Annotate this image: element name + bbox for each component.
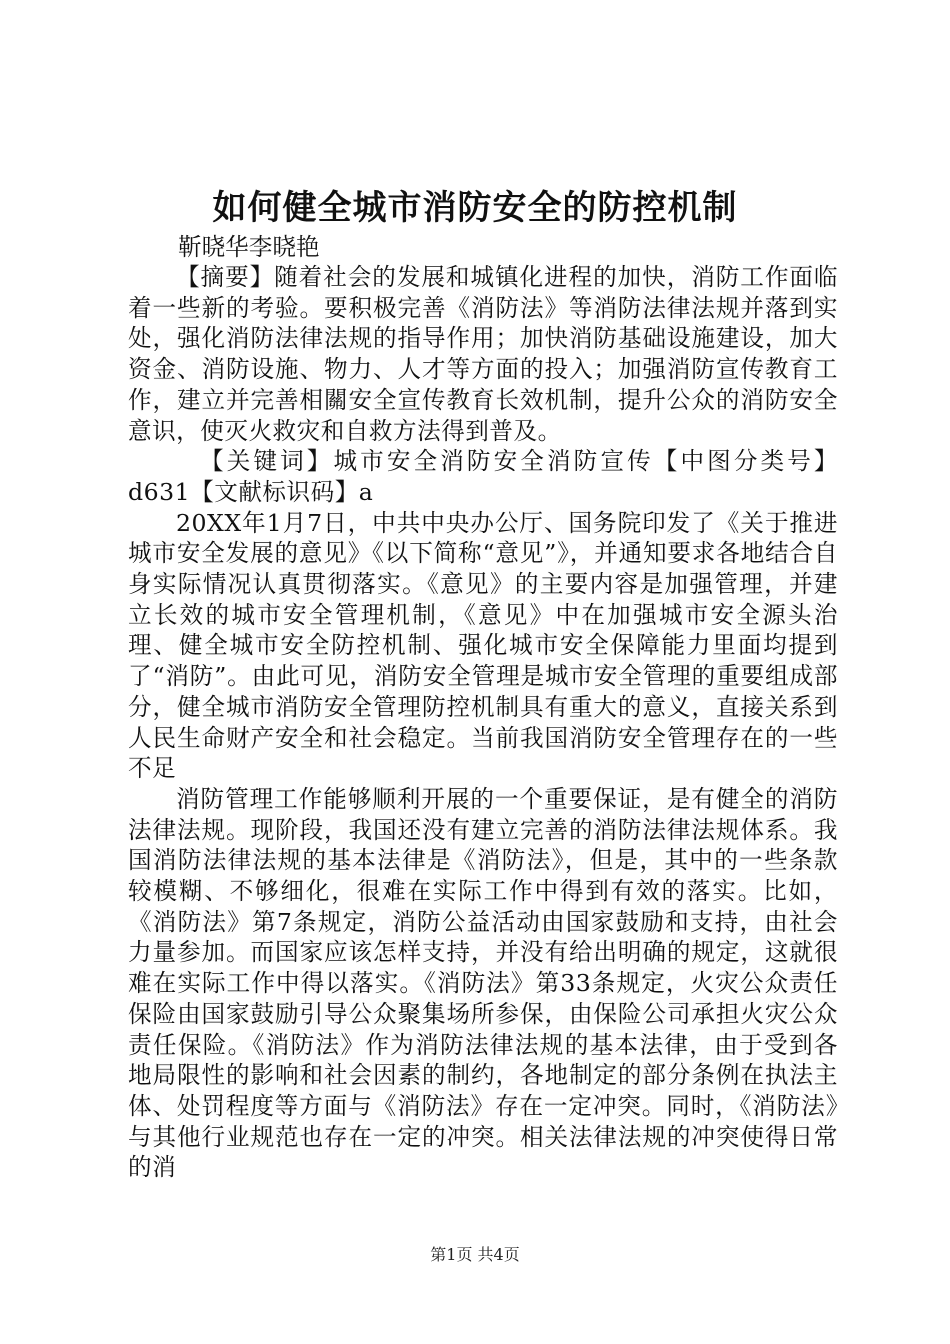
- document-body: [128, 262, 838, 1183]
- abstract-paragraph: 【摘要】随着社会的发展和城镇化进程的加快，消防工作面临着一些新的考验。要积极完善《消防法》等消防法律法规并落到实处，强化消防法律法规的指导作用；加快消防基础设施建设，加大资金、消防设施、物力、人才等方面的投入；加强消防宣传教育工作，建立并完善相關安全宣传教育长效机制，提升公众的消防安全意识，使灭火救灾和自救方法得到普及。: [128, 263, 838, 445]
- document-author: 靳晓华李晓艳: [178, 233, 320, 261]
- page-footer: 第1页 共4页: [430, 1245, 520, 1264]
- body-paragraph: 消防管理工作能够顺利开展的一个重要保证，是有健全的消防法律法规。现阶段，我国还没有建立完善的消防法律法规体系。我国消防法律法规的基本法律是《消防法》，但是，其中的一些条款较模糊、不够细化，很难在实际工作中得到有效的落实。比如，《消防法》第7条规定，消防公益活动由国家鼓励和支持，由社会力量参加。而国家应该怎样支持，并没有给出明确的规定，这就很难在实际工作中得以落实。《消防法》第33条规定，火灾公众责任保险由国家鼓励引导公众聚集场所参保，由保险公司承担火灾公众责任保险。《消防法》作为消防法律法规的基本法律，由于受到各地局限性的影响和社会因素的制约，各地制定的部分条例在执法主体、处罚程度等方面与《消防法》存在一定冲突。同时，《消防法》与其他行业规范也存在一定的冲突。相关法律法规的冲突使得日常的消: [128, 784, 838, 1182]
- keywords-paragraph: 【关键词】城市安全消防安全消防宣传【中图分类号】d631【文献标识码】a: [128, 447, 838, 506]
- body-paragraph: 20XX年1月7日，中共中央办公厅、国务院印发了《关于推进城市安全发展的意见》《以下简称“意见”》，并通知要求各地结合自身实际情况认真贯彻落实。《意见》的主要内容是加强管理，并建立长效的城市安全管理机制，《意见》中在加强城市安全源头治理、健全城市安全防控机制、强化城市安全保障能力里面均提到了“消防”。由此可见，消防安全管理是城市安全管理的重要组成部分，健全城市消防安全管理防控机制具有重大的意义，直接关系到人民生命财产安全和社会稳定。当前我国消防安全管理存在的一些不足: [128, 508, 838, 783]
- document-title: 如何健全城市消防安全的防控机制: [212, 188, 738, 228]
